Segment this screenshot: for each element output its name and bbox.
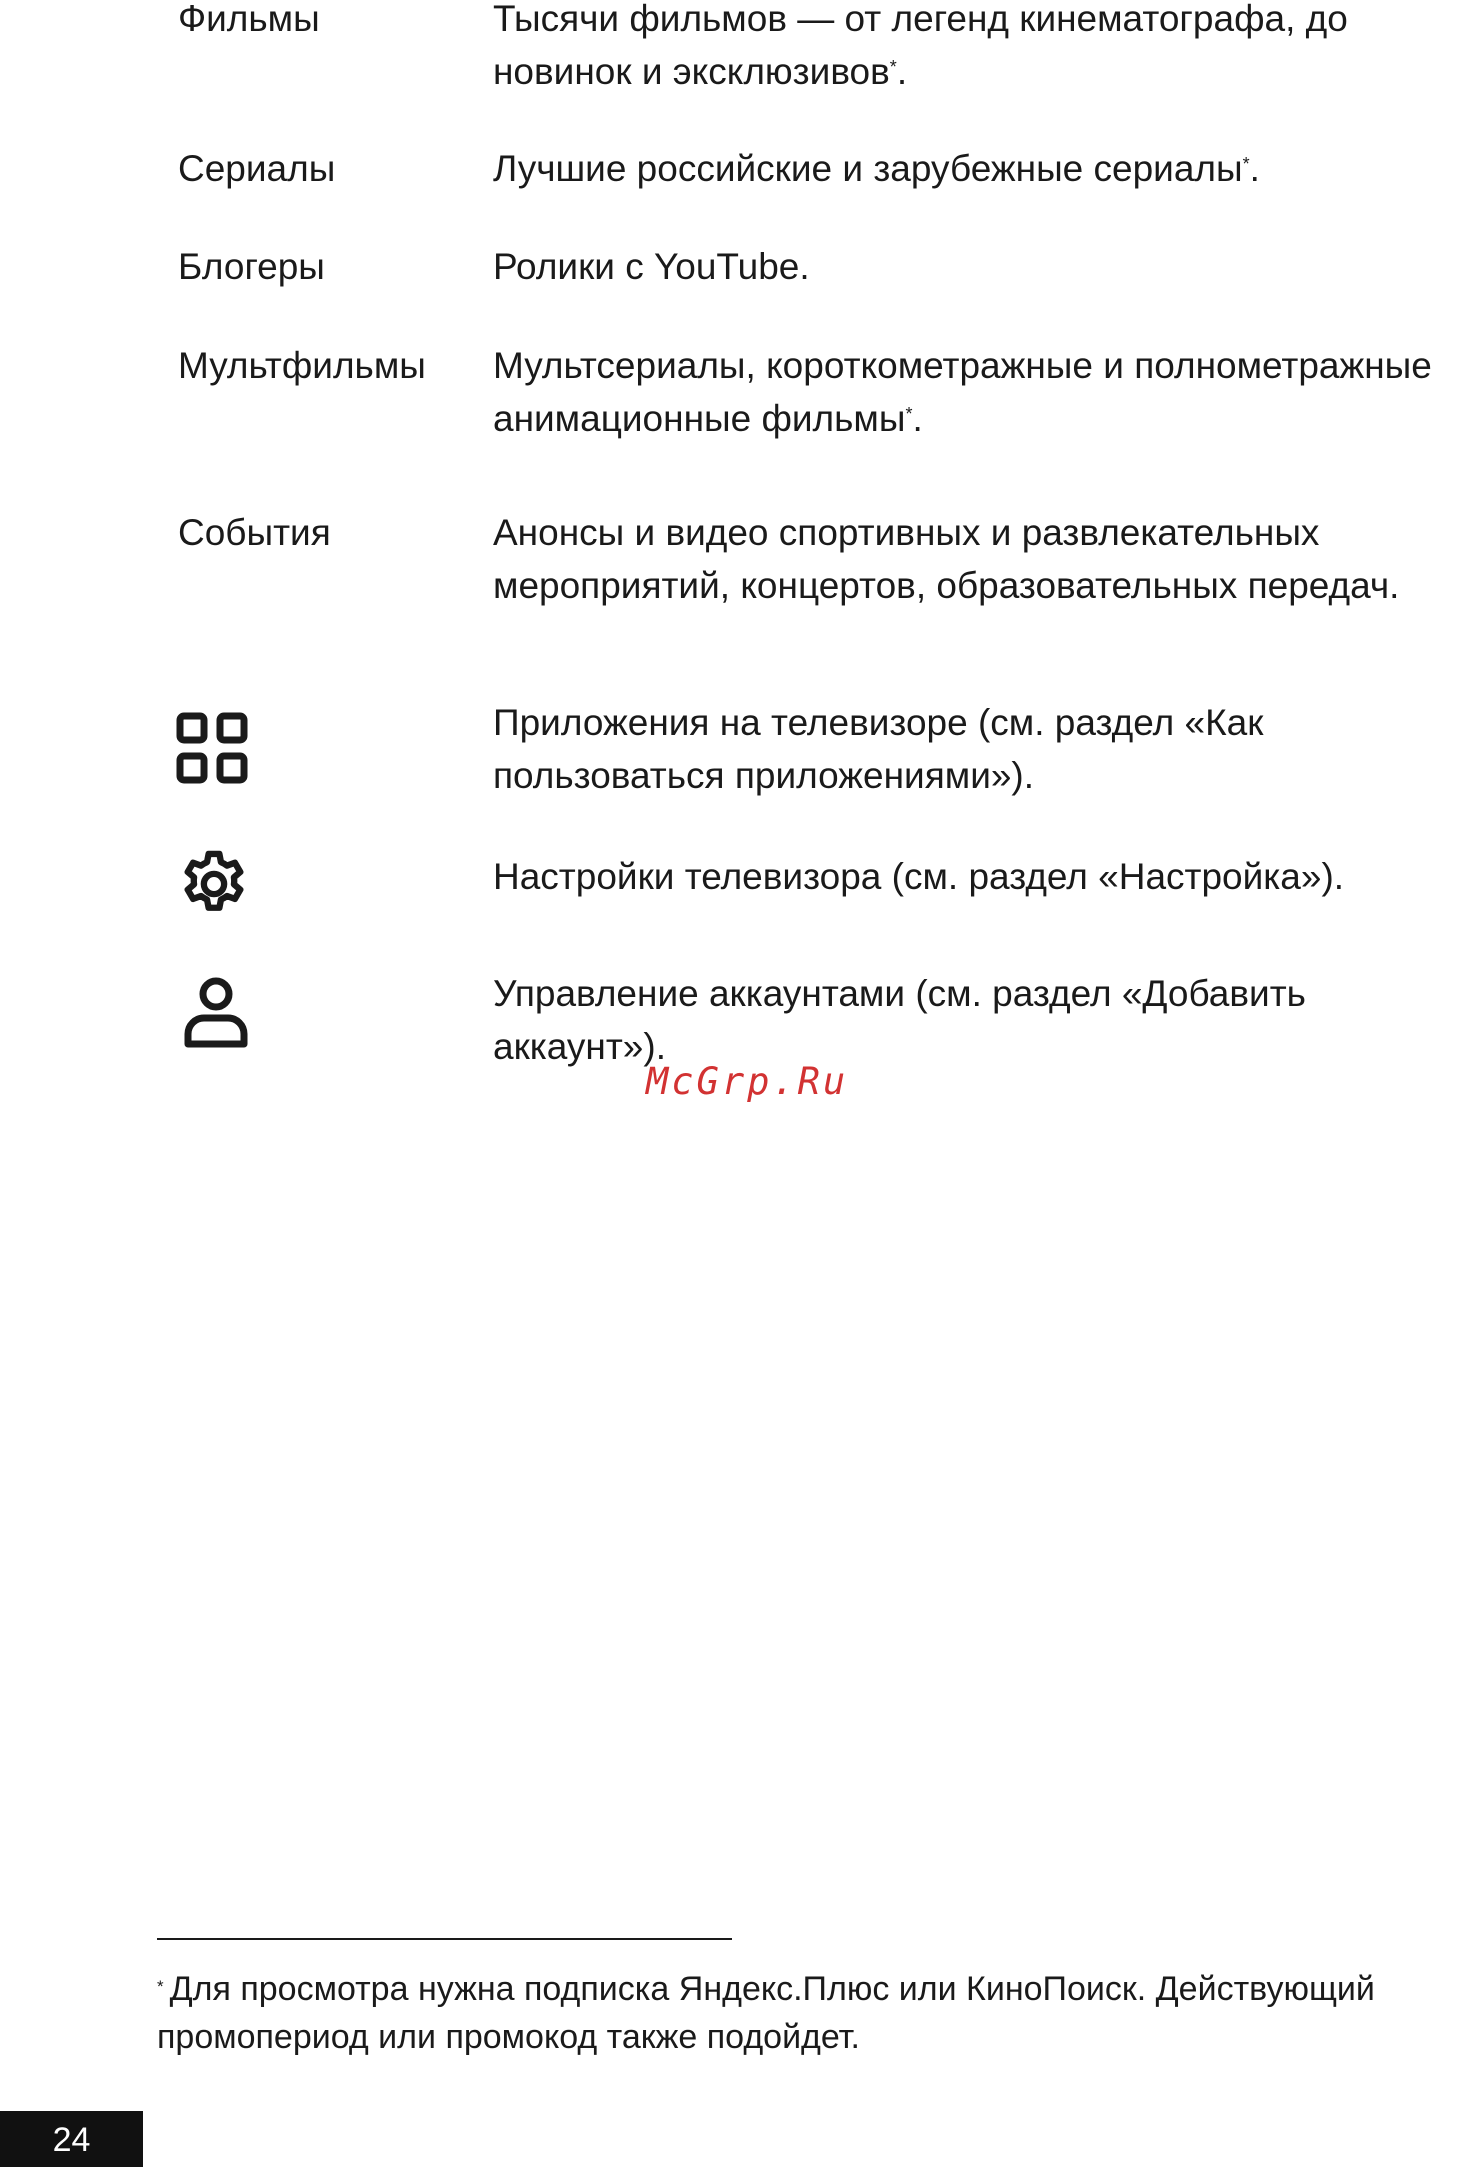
footnote-mark: *: [157, 1977, 164, 1996]
apps-grid-icon: [176, 712, 248, 789]
item-desc: Настройки телевизора (см. раздел «Настройка»).: [493, 856, 1345, 897]
item-desc: Мультсериалы, короткометражные и полнометражные анимационные фильмы*.: [493, 345, 1432, 439]
footnote-text: Для просмотра нужна подписка Яндекс.Плюс или КиноПоиск. Действующий промопериод или промокод также подойдет.: [157, 1970, 1375, 2056]
item-desc: Анонсы и видео спортивных и развлекательных мероприятий, концертов, образовательных передач.: [493, 512, 1400, 606]
user-icon: [176, 974, 256, 1059]
footnote: [157, 1965, 1477, 2061]
item-desc: Лучшие российские и зарубежные сериалы*.: [493, 148, 1260, 189]
page-number: 24: [0, 2111, 143, 2167]
item-desc: Приложения на телевизоре (см. раздел «Как пользоваться приложениями»).: [493, 702, 1264, 796]
gear-icon: [176, 846, 252, 927]
item-term: Мультфильмы: [178, 345, 426, 386]
item-term: Сериалы: [178, 148, 336, 189]
footnote-divider: [157, 1938, 732, 1940]
watermark: McGrp.Ru: [646, 1060, 849, 1103]
item-desc: Ролики с YouTube.: [493, 246, 810, 287]
item-desc: Тысячи фильмов — от легенд кинематографа, до новинок и эксклюзивов*.: [493, 0, 1348, 92]
item-term: Фильмы: [178, 0, 320, 39]
item-desc: Управление аккаунтами (см. раздел «Добавить аккаунт»).: [493, 973, 1306, 1067]
item-term: События: [178, 512, 331, 553]
item-term: Блогеры: [178, 246, 325, 287]
